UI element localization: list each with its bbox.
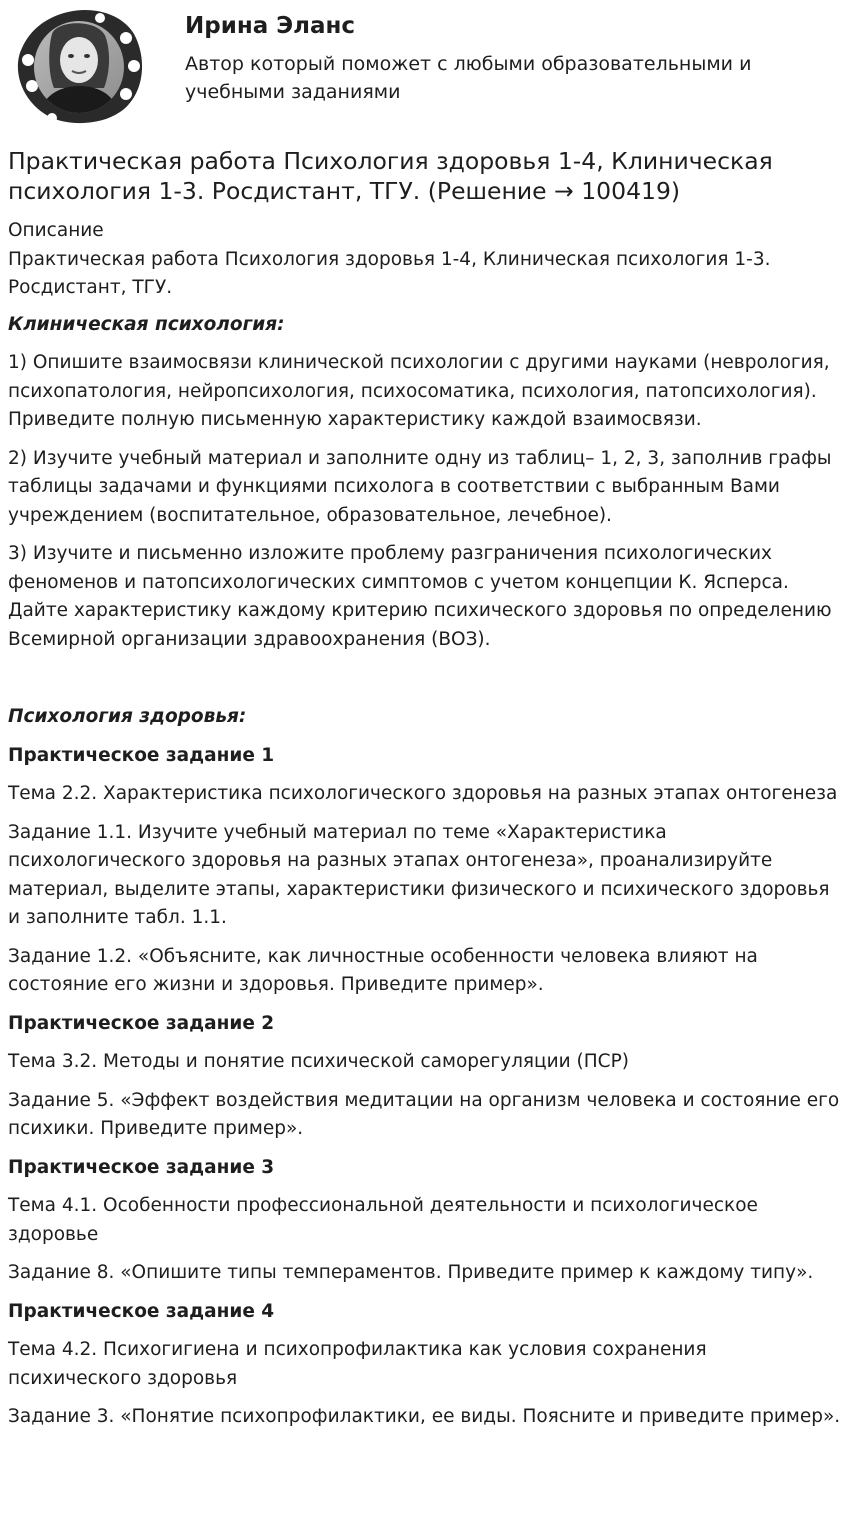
health-section-heading: Психология здоровья: [8, 706, 247, 727]
author-card [0, 0, 847, 130]
task-line: Задание 8. «Опишите типы темпераментов. Приведите пример к каждому типу». [8, 1262, 814, 1283]
article-title: Практическая работа Психология здоровья 1-4, Клиническая психология 1-3. Росдистант, ТГУ. (Решение → 100419) [8, 147, 773, 205]
task-title: Практическое задание 2 [8, 1012, 275, 1034]
clinical-item: 1) Опишите взаимосвязи клинической психологии с другими науками (неврология, психопатология, нейропсихология, психосоматика, психология, патопсихология). Приведите полную письменную характеристику каждой взаимосвязи. [8, 352, 830, 430]
author-avatar [8, 8, 150, 126]
clinical-item: 2) Изучите учебный материал и заполните одну из таблиц– 1, 2, 3, заполнив графы таблицы задачами и функциями психолога в соответствии с выбранным Вами учреждением (воспитательное, образовательное, лечебное). [8, 447, 832, 526]
task-line: Задание 1.2. «Объясните, как личностные особенности человека влияют на состояние его жизни и здоровья. Приведите пример». [8, 945, 758, 995]
task-line: Тема 4.2. Психогигиена и психопрофилактика как условия сохранения психического здоровья [8, 1339, 707, 1389]
task-line: Задание 5. «Эффект воздействия медитации на организм человека и состояние его психики. Приведите пример». [8, 1089, 840, 1139]
article [8, 146, 843, 1432]
task-title: Практическое задание 1 [8, 744, 275, 766]
author-name[interactable]: Ирина Эланс [185, 13, 356, 39]
clinical-section-heading: Клиническая психология: [8, 313, 285, 335]
description-intro: Практическая работа Психология здоровья 1-4, Клиническая психология 1-3. Росдистант, ТГУ. [8, 248, 771, 298]
task-line: Задание 3. «Понятие психопрофилактики, ее виды. Поясните и приведите пример». [8, 1406, 841, 1427]
task-title: Практическое задание 3 [8, 1156, 275, 1178]
spacer [8, 654, 843, 703]
clinical-item: 3) Изучите и письменно изложите проблему разграничения психологических феноменов и патопсихологических симптомов с учетом концепции К. Ясперса. Дайте характеристику каждому критерию психического здоровья по определению Всемирной организации здравоохранения (ВОЗ). [8, 543, 832, 650]
author-bio: Автор который поможет с любыми образовательными и учебными заданиями [185, 53, 752, 103]
task-title: Практическое задание 4 [8, 1300, 275, 1322]
task-line: Задание 1.1. Изучите учебный материал по теме «Характеристика психологического здоровья на разных этапах онтогенеза», проанализируйте материал, выделите этапы, характеристики физического и психического здоровья и заполните табл. 1.1. [8, 821, 830, 928]
task-line: Тема 2.2. Характеристика психологического здоровья на разных этапах онтогенеза [8, 783, 838, 804]
task-line: Тема 4.1. Особенности профессиональной деятельности и психологическое здоровье [8, 1195, 758, 1245]
task-line: Тема 3.2. Методы и понятие психической саморегуляции (ПСР) [8, 1051, 629, 1072]
description-label: Описание [8, 220, 104, 241]
